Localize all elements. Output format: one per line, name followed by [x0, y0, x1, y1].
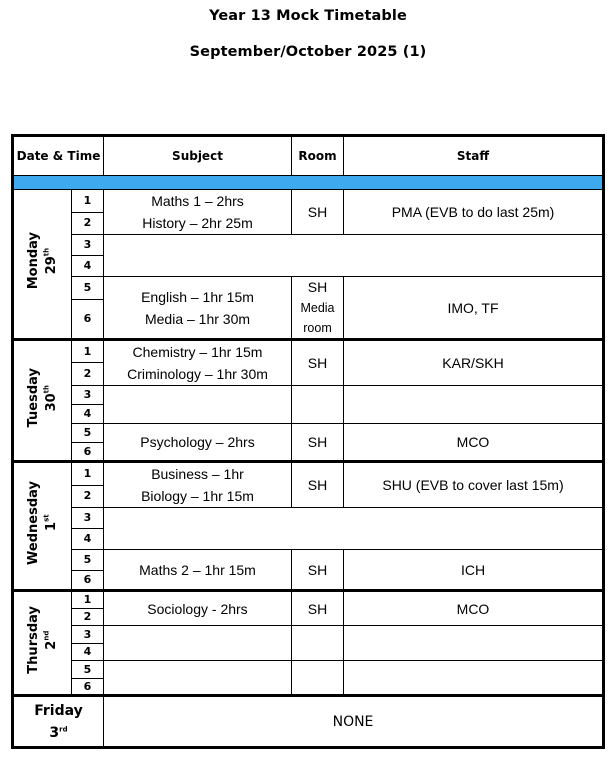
subject-cell: Maths 1 – 2hrs History – 2hr 25m: [104, 190, 292, 235]
staff-cell: SHU (EVB to cover last 15m): [344, 462, 604, 508]
period-number: 6: [72, 300, 104, 340]
page-subtitle: September/October 2025 (1): [189, 44, 427, 60]
room-cell: SH: [292, 462, 344, 508]
period-number: 6: [72, 679, 104, 696]
room-cell: SH: [292, 424, 344, 462]
table-row: [13, 508, 604, 529]
timetable: [11, 134, 605, 749]
empty-cell: [344, 626, 604, 661]
table-row: [13, 550, 604, 571]
empty-cell: [104, 235, 604, 277]
period-number: 2: [72, 485, 104, 508]
room-cell: SH: [292, 190, 344, 235]
empty-cell: [104, 508, 604, 550]
subject-cell: Business – 1hr Biology – 1hr 15m: [104, 462, 292, 508]
table-row: [13, 235, 604, 256]
day-wednesday: Wednesday 1st: [13, 462, 72, 591]
table-row: [13, 340, 604, 363]
period-number: 6: [72, 571, 104, 591]
empty-cell: [104, 626, 292, 661]
table-row: [13, 386, 604, 405]
period-number: 1: [72, 591, 104, 609]
period-number: 5: [72, 550, 104, 571]
period-number: 1: [72, 190, 104, 213]
period-number: 5: [72, 661, 104, 679]
period-number: 3: [72, 626, 104, 644]
table-row: [13, 277, 604, 300]
day-monday: Monday 29th: [13, 190, 72, 340]
day-friday: Friday 3rd: [13, 696, 104, 748]
staff-cell: KAR/SKH: [344, 340, 604, 386]
empty-cell: [292, 626, 344, 661]
header-row: [13, 136, 604, 176]
period-number: 5: [72, 424, 104, 443]
table-row: [13, 190, 604, 213]
period-number: 3: [72, 508, 104, 529]
period-number: 1: [72, 340, 104, 363]
period-number: 3: [72, 386, 104, 405]
empty-cell: [292, 661, 344, 696]
table-row: [13, 696, 604, 748]
header-band: [13, 176, 604, 190]
empty-cell: [292, 386, 344, 424]
period-number: 1: [72, 462, 104, 486]
period-number: 4: [72, 644, 104, 661]
table-row: [13, 424, 604, 443]
room-cell: SH: [292, 550, 344, 591]
header-subject: Subject: [104, 136, 292, 176]
room-cell: SH: [292, 591, 344, 626]
header-room: Room: [292, 136, 344, 176]
staff-cell: MCO: [344, 591, 604, 626]
subject-cell: Psychology – 2hrs: [104, 424, 292, 462]
staff-cell: MCO: [344, 424, 604, 462]
day-thursday: Thursday 2nd: [13, 591, 72, 696]
empty-cell: [104, 661, 292, 696]
subject-cell: English – 1hr 15m Media – 1hr 30m: [104, 277, 292, 340]
subject-cell: Chemistry – 1hr 15m Criminology – 1hr 30m: [104, 340, 292, 386]
page-title: Year 13 Mock Timetable: [209, 8, 407, 24]
header-date-time: Date & Time: [13, 136, 104, 176]
header-staff: Staff: [344, 136, 604, 176]
period-number: 4: [72, 405, 104, 424]
empty-cell: [104, 386, 292, 424]
period-number: 2: [72, 212, 104, 235]
staff-cell: ICH: [344, 550, 604, 591]
table-row: [13, 591, 604, 609]
period-number: 5: [72, 277, 104, 300]
room-cell: SH: [292, 340, 344, 386]
table-row: [13, 462, 604, 486]
period-number: 4: [72, 256, 104, 277]
day-tuesday: Tuesday 30th: [13, 340, 72, 462]
subject-cell: Maths 2 – 1hr 15m: [104, 550, 292, 591]
table-row: [13, 661, 604, 679]
empty-cell: [344, 386, 604, 424]
table-row: [13, 626, 604, 644]
friday-none-cell: NONE: [104, 696, 604, 748]
period-number: 2: [72, 363, 104, 386]
subject-cell: Sociology - 2hrs: [104, 591, 292, 626]
room-cell: SH Media room: [292, 277, 344, 340]
staff-cell: PMA (EVB to do last 25m): [344, 190, 604, 235]
period-number: 4: [72, 529, 104, 550]
period-number: 2: [72, 609, 104, 626]
staff-cell: IMO, TF: [344, 277, 604, 340]
period-number: 6: [72, 443, 104, 462]
period-number: 3: [72, 235, 104, 256]
empty-cell: [344, 661, 604, 696]
